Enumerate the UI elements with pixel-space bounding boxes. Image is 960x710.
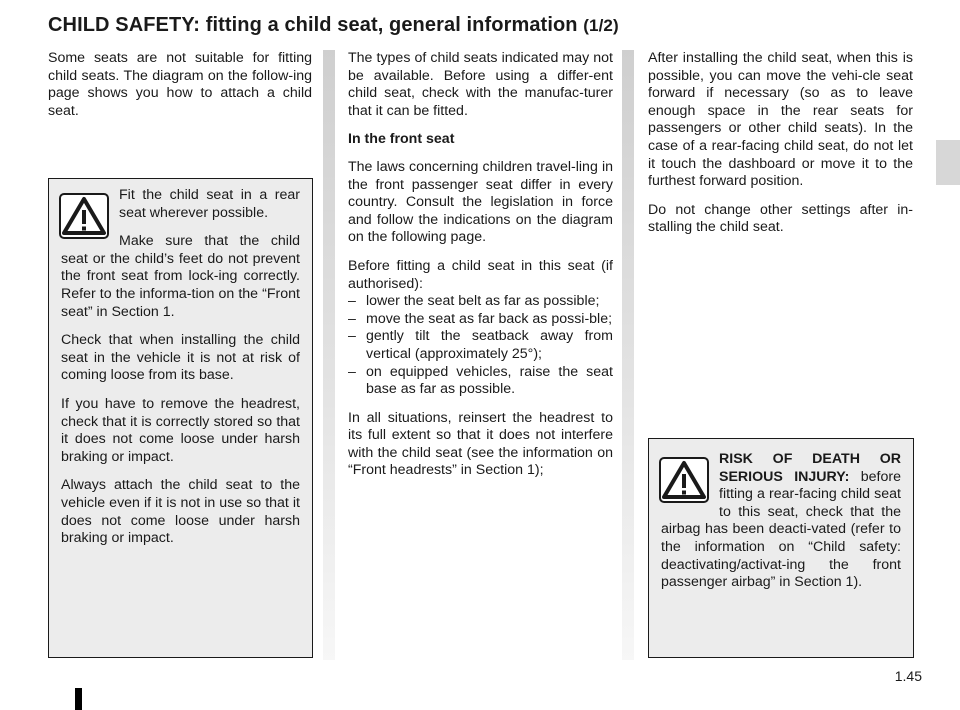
column-divider bbox=[323, 50, 335, 660]
warning-paragraph: Make sure that the child seat or the child’s feet do not prevent the front seat from lock-ing correctly. Refer to the informa-tion on the “Front seat” in Section 1. bbox=[61, 233, 300, 320]
paragraph: The laws concerning children travel-ling in the front passenger seat differ in every country. Consult the legislation in force and follow the indications on the diagram on the following page. bbox=[348, 158, 613, 246]
warning-text: before fitting a rear-facing child seat to this seat, check that the airbag has been deacti-vated (refer to the information on “Child safety: deactivating/activat-ing the front passenger airbag” in Section 1). bbox=[661, 468, 901, 591]
intro-paragraph: Some seats are not suitable for fitting child seats. The diagram on the follow-ing page shows you how to attach a child seat. bbox=[48, 50, 312, 119]
warning-triangle-icon bbox=[59, 193, 109, 239]
paragraph: After installing the child seat, when this is possible, you can move the vehi-cle seat forward if necessary (so as to leave enough space in the rear seats for passengers or other child seats). In the case of a rear-facing child seat, do not let it touch the dashboard or move it to the furthest forward position. bbox=[648, 50, 913, 190]
warning-box-airbag bbox=[648, 438, 914, 658]
column-divider bbox=[622, 50, 634, 660]
page-number: 1.45 bbox=[894, 668, 922, 684]
title-part-indicator: (1/2) bbox=[583, 16, 619, 35]
title-text: CHILD SAFETY: fitting a child seat, general information bbox=[48, 14, 578, 36]
warning-box-rear-seat bbox=[48, 178, 313, 658]
list-item: – move the seat as far back as possi-ble; bbox=[348, 311, 613, 329]
list-item: – on equipped vehicles, raise the seat base as far as possible. bbox=[348, 364, 613, 399]
warning-paragraph: Fit the child seat in a rear seat wherever possible. bbox=[119, 187, 300, 221]
section-tab-marker bbox=[936, 140, 960, 185]
list-item: – lower the seat belt as far as possible; bbox=[348, 293, 613, 311]
subheading-front-seat: In the front seat bbox=[348, 131, 455, 148]
fitting-steps-list bbox=[348, 293, 613, 399]
warning-paragraph: Always attach the child seat to the vehicle even if it is not in use so that it does not come loose under harsh braking or impact. bbox=[61, 477, 300, 547]
paragraph: Do not change other settings after in-stalling the child seat. bbox=[648, 201, 913, 236]
warning-label: RISK OF DEATH OR SERIOUS INJURY: bbox=[719, 451, 901, 485]
crop-mark bbox=[75, 688, 82, 710]
paragraph: Before fitting a child seat in this seat (if authorised): bbox=[348, 257, 613, 292]
paragraph: The types of child seats indicated may not be available. Before using a differ-ent child seat, check with the manufac-turer that it can be fitted. bbox=[348, 50, 613, 119]
warning-paragraph: Check that when installing the child seat in the vehicle it is not at risk of coming loose from its base. bbox=[61, 332, 300, 384]
paragraph: In all situations, reinsert the headrest to its full extent so that it does not interfere with the child seat (see the information on “Front headrests” in Section 1); bbox=[348, 409, 613, 479]
page-title bbox=[48, 14, 619, 37]
column-2 bbox=[348, 50, 613, 491]
warning-triangle-icon bbox=[659, 457, 709, 503]
list-item: – gently tilt the seatback away from vertical (approximately 25°); bbox=[348, 328, 613, 363]
warning-paragraph: If you have to remove the headrest, check that it is correctly stored so that it does not come loose under harsh braking or impact. bbox=[61, 395, 300, 465]
column-3 bbox=[648, 50, 913, 248]
column-1 bbox=[48, 50, 312, 131]
